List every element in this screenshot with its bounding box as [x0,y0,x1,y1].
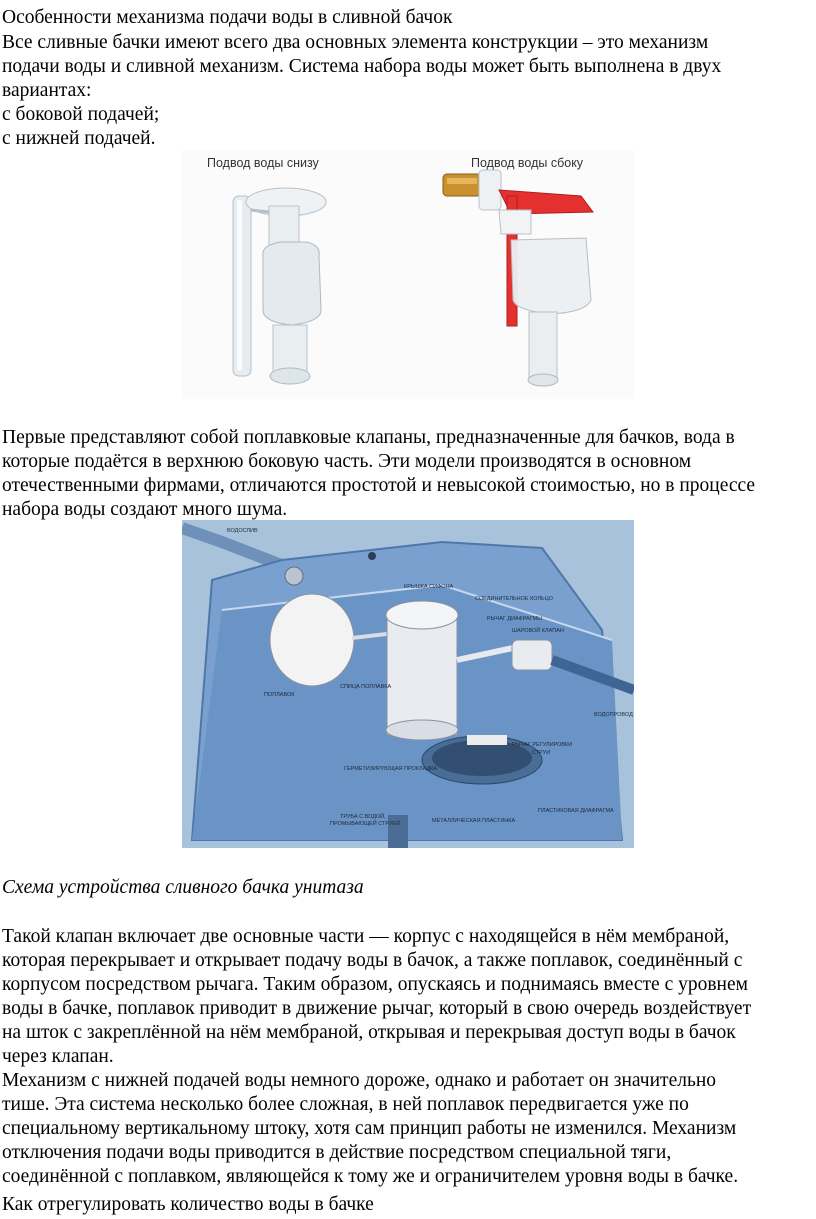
cistern-diagram [182,520,634,848]
para2-line-3: корпусом посредством рычага. Таким образом, опускаясь и поднимаясь вместе с уровнем [2,974,748,995]
label-gasket: ГЕРМЕТИЗИРУЮЩАЯ ПРОКЛАДКА [344,766,438,772]
section-heading-adjust: Как отрегулировать количество воды в бачке [2,1194,374,1215]
para3-line-1: Механизм с нижней подачей воды немного дороже, однако и работает он значительно [2,1070,717,1091]
para2-line-2: которая перекрывает и открывает подачу воды в бачок, а также поплавок, соединённый с [2,950,743,971]
list-item-bottom-feed: с нижней подачей. [2,128,156,149]
para1-line-1: Первые представляют собой поплавковые клапаны, предназначенные для бачков, вода в [2,427,735,448]
label-ball-valve: ШАРОВОЙ КЛАПАН [512,628,564,634]
label-bottom-feed: Подвод воды снизу [207,156,319,170]
label-flush-pipe: ТРУБА С ВОДОЙ, [340,814,386,820]
para3-line-3: специальному вертикальному штоку, хотя сам принцип работы не изменился. Механизм [2,1118,737,1139]
label-flush-lever-2: СТРУИ [532,750,551,756]
document-heading: Особенности механизма подачи воды в сливной бачок [2,7,453,28]
label-diaphragm-lever: РЫЧАГ ДИАФРАГМЫ [487,616,542,622]
figure-caption: Схема устройства сливного бачка унитаза [2,877,364,898]
label-flush-pipe-2: ПРОМЫВАЮЩЕЙ СТРУЕЙ [330,821,401,827]
label-metal-plate: МЕТАЛЛИЧЕСКАЯ ПЛАСТИНКА [432,818,516,824]
para3-line-5: соединённой с поплавком, являющейся к тому же и ограничителем уровня воды в бачке. [2,1166,739,1187]
label-water-pipe: ВОДОСЛИВ [227,528,258,534]
list-item-side-feed: с боковой подачей; [2,104,160,125]
label-plastic-diaphragm: ПЛАСТИКОВАЯ ДИАФРАГМА [538,808,614,814]
para2-line-4: воды в бачке, поплавок приводит в движение рычаг, который в свою очередь воздействует [2,998,752,1019]
intro-line-1: Все сливные бачки имеют всего два основных элемента конструкции – это механизм [2,32,709,53]
intro-line-3: вариантах: [2,80,92,101]
intro-line-2: подачи воды и сливной механизм. Система набора воды может быть выполнена в двух [2,56,722,77]
label-flush-lever: РЫЧАГ РЕГУЛИРОВКИ [512,742,573,748]
para3-line-4: отключения подачи воды приводится в действие посредством специальной тяги, [2,1142,672,1163]
label-side-feed: Подвод воды сбоку [471,156,584,170]
para1-line-3: отечественными фирмами, отличаются простотой и невысокой стоимостью, но в процессе [2,475,756,496]
label-float-arm: СПИЦА ПОПЛАВКА [340,684,392,690]
para3-line-2: тише. Эта система несколько более сложная, в ней поплавок передвигается уже по [2,1094,689,1115]
label-siphon-cover: КРЫШКА СИФОНА [404,584,454,590]
label-float: ПОПЛАВОК [264,692,295,698]
fill-valves-photo [181,150,635,399]
para1-line-4: набора воды создают много шума. [2,499,288,520]
para2-line-1: Такой клапан включает две основные части — корпус с находящейся в нём мембраной, [2,926,730,947]
label-supply: ВОДОПРОВОД [594,712,633,718]
para2-line-5: на шток с закреплённой на нём мембраной, открывая и перекрывая доступ воды в бачок [2,1022,736,1043]
para2-line-6: через клапан. [2,1046,114,1067]
label-coupling: СОЕДИНИТЕЛЬНОЕ КОЛЬЦО [475,596,553,602]
para1-line-2: которые подаётся в верхнюю боковую часть. Эти модели производятся в основном [2,451,692,472]
